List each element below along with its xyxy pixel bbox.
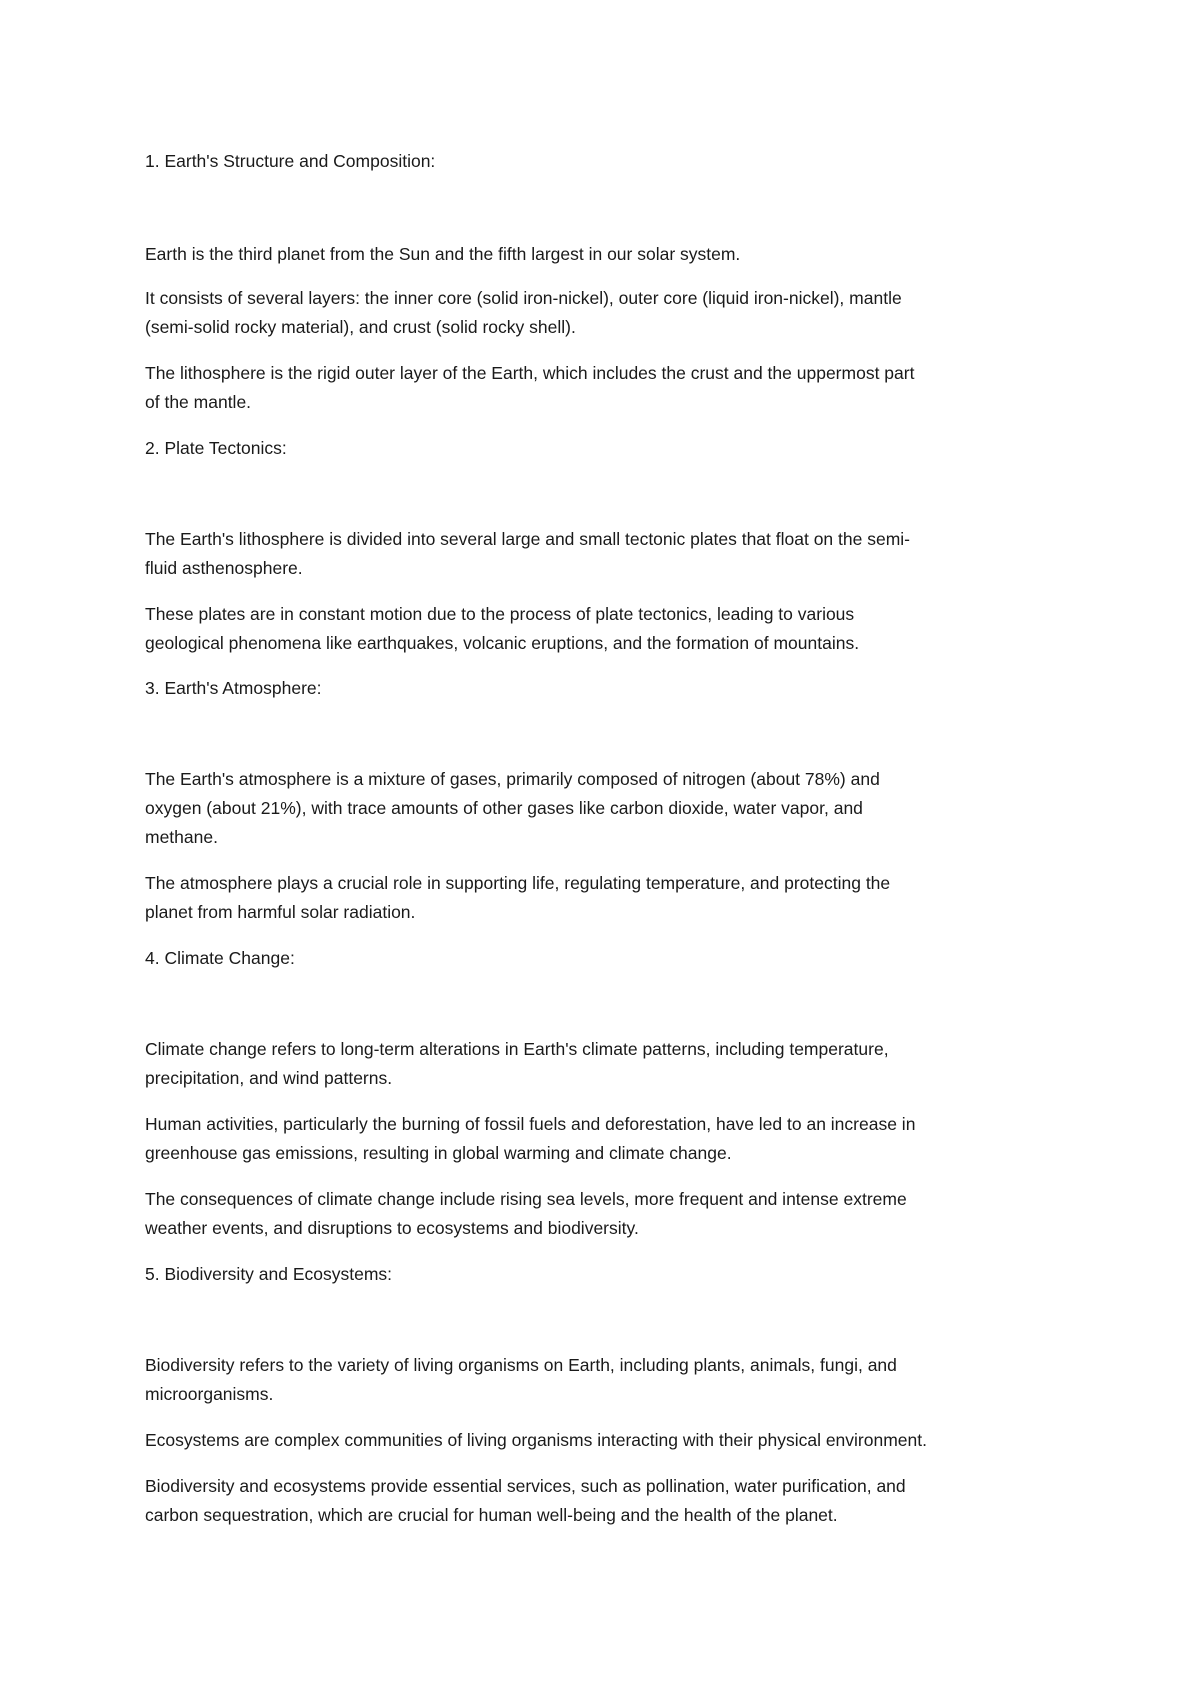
section-heading: 5. Biodiversity and Ecosystems: (145, 1264, 393, 1284)
paragraph-line: Ecosystems are complex communities of living organisms interacting with their physical environment. (145, 1430, 927, 1450)
paragraph-line: of the mantle. (145, 392, 252, 412)
paragraph-line: methane. (145, 827, 218, 847)
paragraph-line: Biodiversity refers to the variety of living organisms on Earth, including plants, animals, fungi, and (145, 1355, 897, 1375)
paragraph-line: The Earth's lithosphere is divided into several large and small tectonic plates that float on the semi- (145, 529, 910, 549)
paragraph-line: precipitation, and wind patterns. (145, 1068, 393, 1088)
paragraph-line: geological phenomena like earthquakes, volcanic eruptions, and the formation of mountains. (145, 633, 860, 653)
paragraph-line: The lithosphere is the rigid outer layer of the Earth, which includes the crust and the uppermost part (145, 363, 915, 383)
paragraph-line: carbon sequestration, which are crucial for human well-being and the health of the planet. (145, 1505, 838, 1525)
paragraph-line: Human activities, particularly the burning of fossil fuels and deforestation, have led to an increase in (145, 1114, 916, 1134)
section-heading: 2. Plate Tectonics: (145, 438, 287, 458)
paragraph-line: Earth is the third planet from the Sun and the fifth largest in our solar system. (145, 244, 741, 264)
paragraph-line: oxygen (about 21%), with trace amounts of other gases like carbon dioxide, water vapor, and (145, 798, 863, 818)
section-heading: 3. Earth's Atmosphere: (145, 678, 322, 698)
paragraph-line: It consists of several layers: the inner core (solid iron-nickel), outer core (liquid iron-nickel), mantle (145, 288, 902, 308)
paragraph-line: microorganisms. (145, 1384, 274, 1404)
section-heading: 4. Climate Change: (145, 948, 295, 968)
paragraph-line: fluid asthenosphere. (145, 558, 303, 578)
paragraph-line: Climate change refers to long-term alterations in Earth's climate patterns, including temperature, (145, 1039, 889, 1059)
section-heading: 1. Earth's Structure and Composition: (145, 151, 436, 171)
paragraph-line: The atmosphere plays a crucial role in supporting life, regulating temperature, and protecting the (145, 873, 891, 893)
paragraph-line: planet from harmful solar radiation. (145, 902, 416, 922)
paragraph-line: These plates are in constant motion due to the process of plate tectonics, leading to various (145, 604, 855, 624)
paragraph-line: greenhouse gas emissions, resulting in global warming and climate change. (145, 1143, 732, 1163)
paragraph-line: (semi-solid rocky material), and crust (solid rocky shell). (145, 317, 576, 337)
paragraph-line: weather events, and disruptions to ecosystems and biodiversity. (145, 1218, 639, 1238)
paragraph-line: Biodiversity and ecosystems provide essential services, such as pollination, water purification, and (145, 1476, 906, 1496)
paragraph-line: The Earth's atmosphere is a mixture of gases, primarily composed of nitrogen (about 78%) and (145, 769, 880, 789)
paragraph-line: The consequences of climate change include rising sea levels, more frequent and intense extreme (145, 1189, 907, 1209)
